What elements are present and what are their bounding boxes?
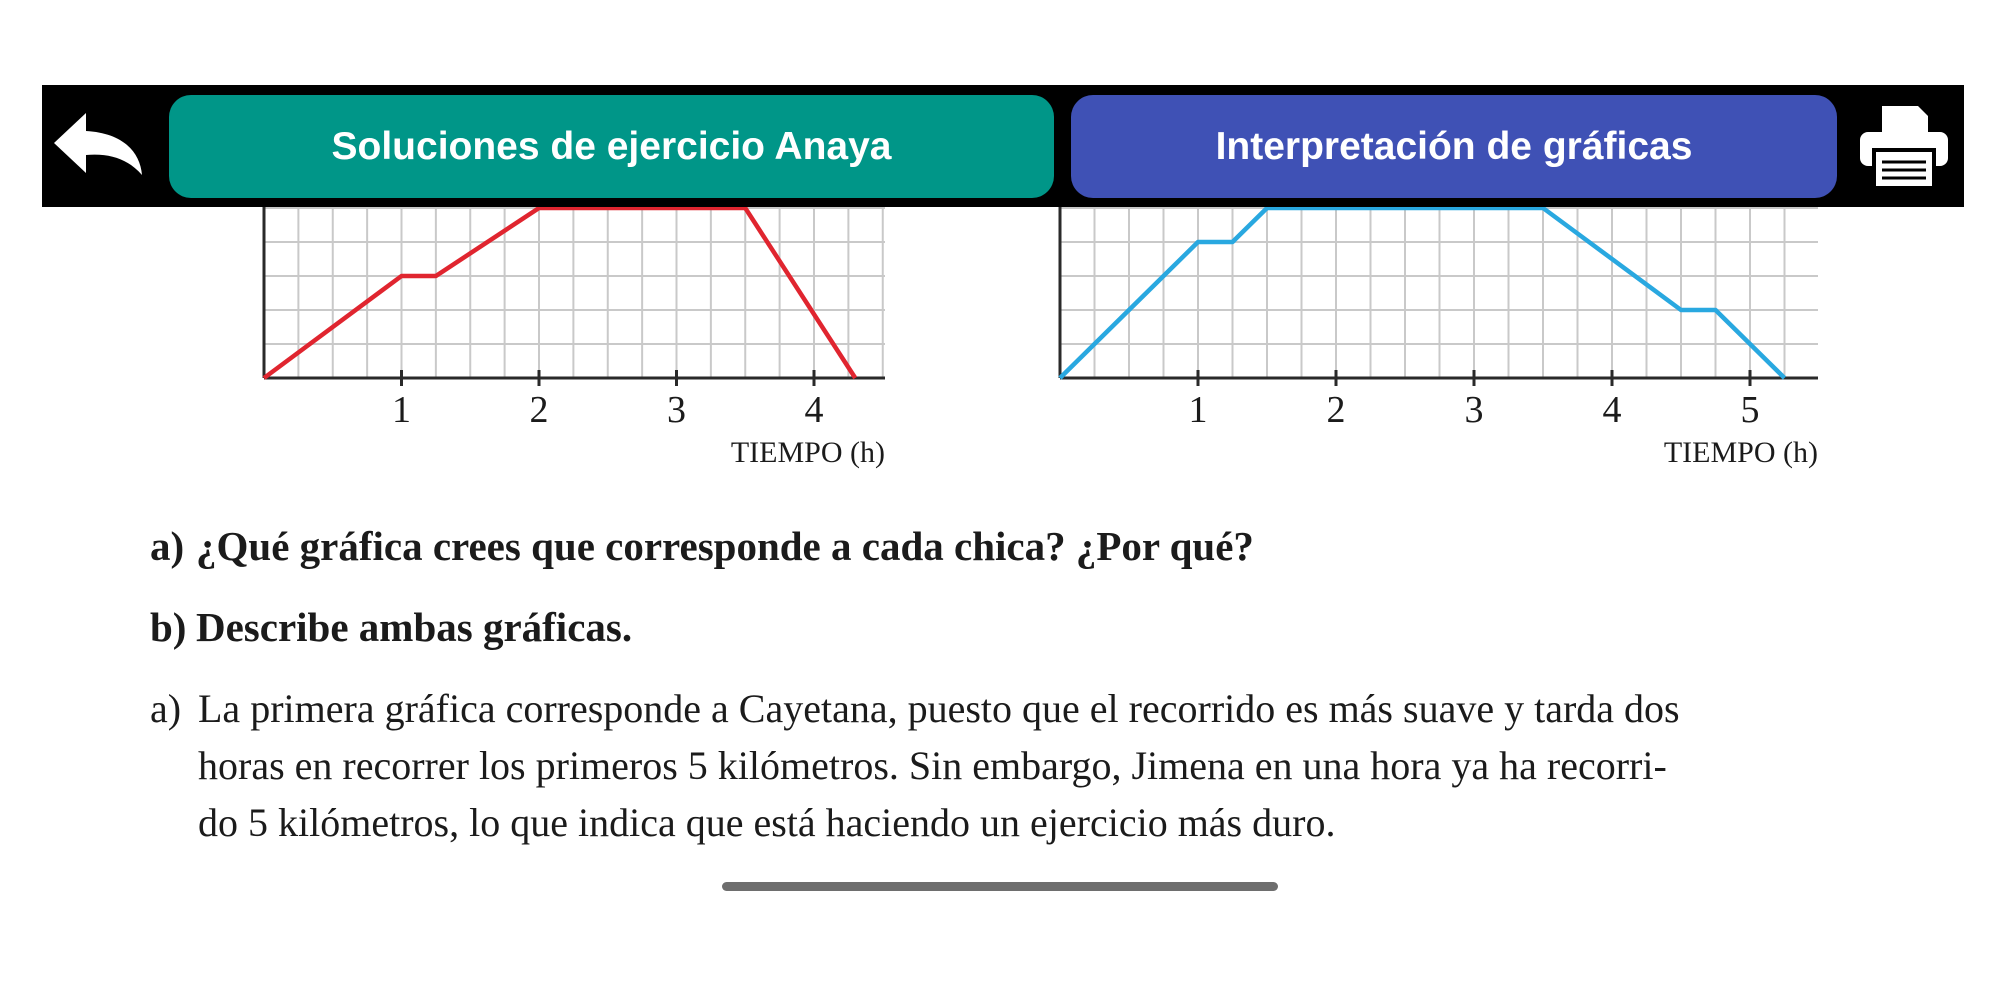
question-b-text: Describe ambas gráficas. [196,604,633,650]
question-a-text: ¿Qué gráfica crees que corresponde a cada chica? ¿Por qué? [196,523,1254,569]
x-tick-label: 4 [804,389,824,431]
topic-tab[interactable]: Interpretación de gráficas [1071,95,1837,198]
solutions-tab[interactable]: Soluciones de ejercicio Anaya [169,95,1054,198]
home-indicator[interactable] [722,882,1278,891]
back-arrow-icon [52,109,148,181]
x-axis-label: TIEMPO (h) [1663,436,1818,469]
top-bar [42,85,1964,207]
x-tick-label: 3 [667,389,686,431]
x-tick-label: 1 [1188,389,1208,431]
x-axis-label: TIEMPO (h) [730,436,885,469]
x-tick-label: 3 [1464,389,1484,431]
answer-a-label: a) [150,686,182,731]
question-a [150,522,1254,570]
print-button[interactable] [1854,97,1954,197]
series-line [264,208,855,378]
series-line [1060,208,1785,378]
question-b [150,603,632,651]
answer-line: La primera gráfica corresponde a Cayetana, puesto que el recorrido es más suave y tarda dos [198,686,1680,731]
x-tick-label: 2 [1326,389,1346,431]
x-tick-label: 2 [529,389,549,431]
question-b-label: b) [150,604,187,650]
x-tick-label: 5 [1740,389,1760,431]
question-a-label: a) [150,523,185,569]
answer-line: do 5 kilómetros, lo que indica que está haciendo un ejercicio más duro. [198,800,1336,845]
answer-line: horas en recorrer los primeros 5 kilómetros. Sin embargo, Jimena en una hora ya ha recorri- [198,743,1667,788]
printer-icon [1856,102,1952,192]
back-button[interactable] [50,105,150,185]
x-tick-label: 1 [392,389,411,431]
x-tick-label: 4 [1602,389,1622,431]
